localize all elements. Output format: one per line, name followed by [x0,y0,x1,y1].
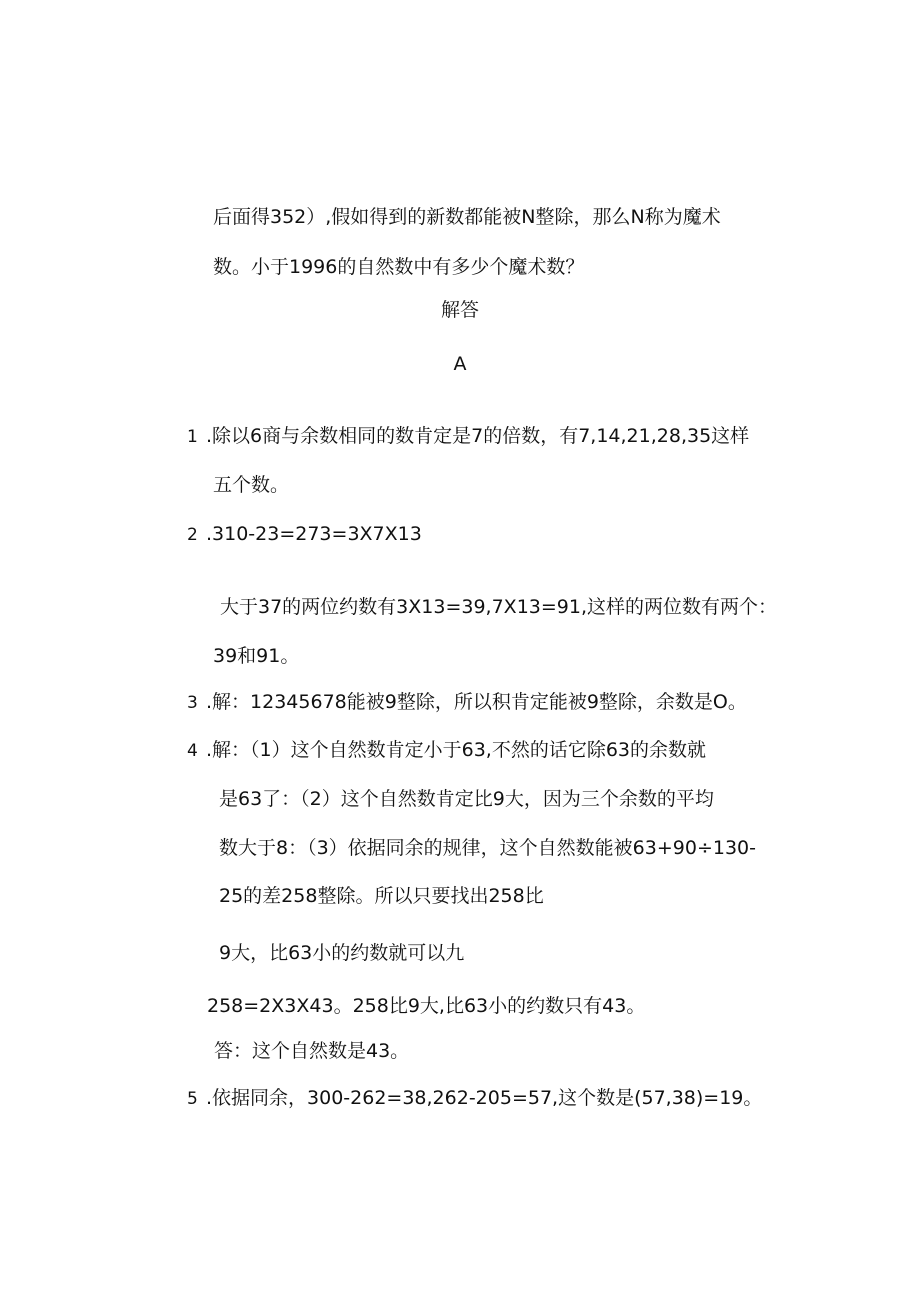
item-4-line-5: 9大，比63小的约数就可以九 [219,942,465,964]
item-4-line-3: 数大于8：（3）依据同余的规律，这个自然数能被63+90÷130- [219,837,756,859]
item-2-number: 2 [187,525,198,545]
item-4-line-2: 是63了：（2）这个自然数肯定比9大，因为三个余数的平均 [219,788,714,810]
item-4-line-6: 258=2X3X43。258比9大,比63小的约数只有43。 [207,995,646,1017]
intro-line-2: 数。小于1996的自然数中有多少个魔术数？ [213,256,585,278]
item-4-number: 4 [187,741,198,761]
item-3-number: 3 [187,693,198,713]
intro-line-1: 后面得352）,假如得到的新数都能被N整除，那么N称为魔术 [213,206,721,228]
item-5-line-1: .依据同余，300-262=38,262-205=57,这个数是(57,38)=19。 [206,1087,763,1109]
section-label: A [453,353,467,375]
item-5-number: 5 [187,1089,198,1109]
item-1-line-1: .除以6商与余数相同的数肯定是7的倍数，有7,14,21,28,35这样 [206,425,750,447]
item-1-number: 1 [187,427,198,447]
item-2-line-3: 39和91。 [213,645,300,667]
item-4-line-4: 25的差258整除。所以只要找出258比 [219,885,544,907]
item-1-line-2: 五个数。 [213,474,290,496]
item-2-line-2: 大于37的两位约数有3X13=39,7X13=91,这样的两位数有两个： [220,596,778,618]
item-4-line-1: .解：（1）这个自然数肯定小于63,不然的话它除63的余数就 [206,739,707,761]
item-4-line-7: 答：这个自然数是43。 [214,1040,410,1062]
item-2-line-1: .310-23=273=3X7X13 [206,523,422,545]
answer-heading: 解答 [440,299,479,321]
item-3-line-1: .解：12345678能被9整除，所以积肯定能被9整除，余数是O。 [206,691,747,713]
